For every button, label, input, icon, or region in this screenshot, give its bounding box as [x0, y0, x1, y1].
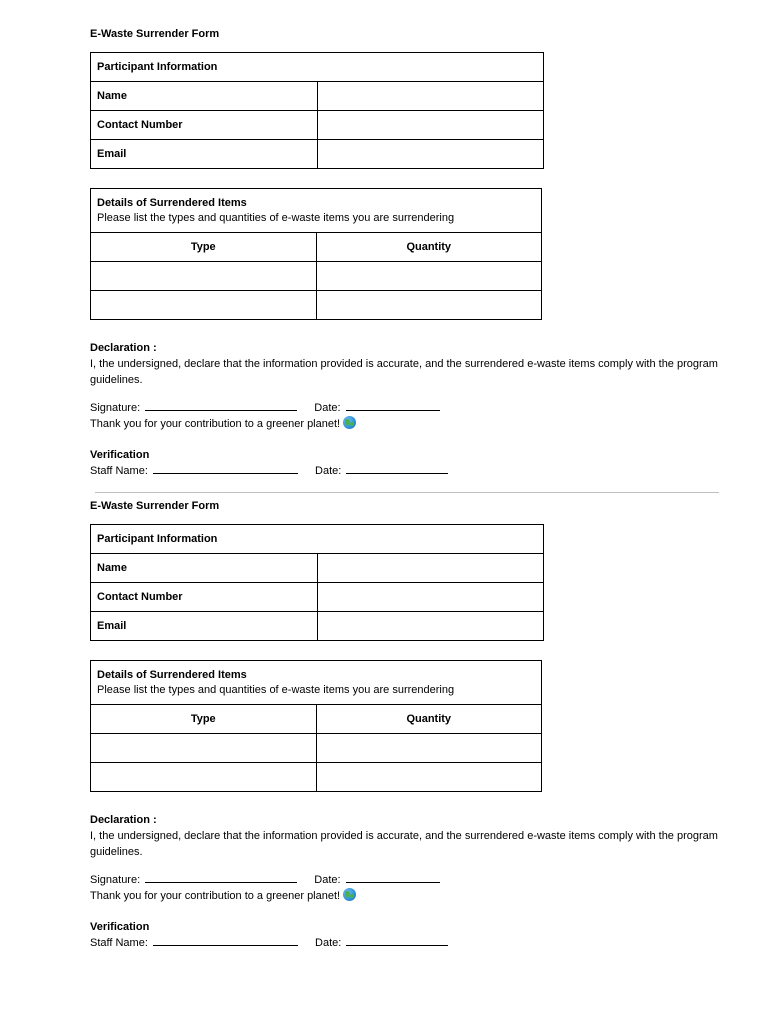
surrendered-items-title: Details of Surrendered Items — [97, 668, 247, 681]
signature-date-label: Date: — [314, 402, 341, 414]
email-label: Email — [91, 140, 318, 169]
contact-number-field[interactable] — [317, 111, 544, 140]
declaration-text: I, the undersigned, declare that the information provided is accurate, and the surrendered e-waste items comply with the program guidelines. — [90, 830, 718, 858]
quantity-cell-row-2[interactable] — [316, 291, 542, 320]
verification-section — [90, 447, 720, 479]
name-label: Name — [91, 82, 318, 111]
type-column-header: Type — [91, 233, 317, 262]
verification-date-line[interactable] — [346, 463, 448, 474]
signature-date-line[interactable] — [346, 400, 440, 411]
surrendered-items-title: Details of Surrendered Items — [97, 196, 247, 209]
signature-date-label: Date: — [314, 874, 341, 886]
verification-date-label: Date: — [315, 937, 342, 949]
quantity-column-header: Quantity — [316, 705, 542, 734]
name-label: Name — [91, 554, 318, 583]
staff-name-line[interactable] — [153, 463, 298, 474]
contact-number-field[interactable] — [317, 583, 544, 612]
contact-number-label: Contact Number — [91, 583, 318, 612]
contact-number-label: Contact Number — [91, 111, 318, 140]
surrendered-items-instructions: Please list the types and quantities of e-waste items you are surrendering — [97, 683, 455, 696]
quantity-cell-row-2[interactable] — [316, 763, 542, 792]
thanks-row — [90, 888, 720, 904]
declaration-section — [90, 812, 720, 860]
globe-icon — [343, 416, 356, 429]
signature-section — [90, 872, 720, 904]
name-field[interactable] — [317, 82, 544, 111]
type-cell-row-1[interactable] — [91, 734, 317, 763]
participant-information-header: Participant Information — [91, 53, 544, 82]
surrendered-items-intro — [91, 189, 542, 233]
type-cell-row-2[interactable] — [91, 763, 317, 792]
staff-name-label: Staff Name: — [90, 937, 148, 949]
verification-section — [90, 919, 720, 951]
participant-information-table — [90, 52, 544, 169]
verification-row — [90, 935, 720, 951]
name-field[interactable] — [317, 554, 544, 583]
surrendered-items-table — [90, 660, 542, 792]
declaration-title: Declaration : — [90, 342, 157, 354]
verification-row — [90, 463, 720, 479]
surrendered-items-intro — [91, 661, 542, 705]
page-divider — [95, 492, 719, 493]
verification-title: Verification — [90, 449, 150, 461]
staff-name-line[interactable] — [153, 935, 298, 946]
verification-date-label: Date: — [315, 465, 342, 477]
surrendered-items-instructions: Please list the types and quantities of e-waste items you are surrendering — [97, 211, 455, 224]
type-cell-row-1[interactable] — [91, 262, 317, 291]
type-cell-row-2[interactable] — [91, 291, 317, 320]
signature-label: Signature: — [90, 402, 141, 414]
quantity-cell-row-1[interactable] — [316, 262, 542, 291]
verification-date-line[interactable] — [346, 935, 448, 946]
surrendered-items-table — [90, 188, 542, 320]
email-field[interactable] — [317, 140, 544, 169]
quantity-cell-row-1[interactable] — [316, 734, 542, 763]
signature-line[interactable] — [145, 872, 297, 883]
form-title: E-Waste Surrender Form — [90, 28, 220, 40]
email-label: Email — [91, 612, 318, 641]
type-column-header: Type — [91, 705, 317, 734]
thanks-text: Thank you for your contribution to a greener planet! — [90, 418, 341, 430]
thanks-row — [90, 416, 720, 432]
email-field[interactable] — [317, 612, 544, 641]
signature-row — [90, 872, 720, 888]
globe-icon — [343, 888, 356, 901]
participant-information-header: Participant Information — [91, 525, 544, 554]
quantity-column-header: Quantity — [316, 233, 542, 262]
verification-title: Verification — [90, 921, 150, 933]
signature-section — [90, 400, 720, 432]
staff-name-label: Staff Name: — [90, 465, 148, 477]
declaration-title: Declaration : — [90, 814, 157, 826]
thanks-text: Thank you for your contribution to a greener planet! — [90, 890, 341, 902]
signature-date-line[interactable] — [346, 872, 440, 883]
declaration-section — [90, 340, 720, 388]
signature-label: Signature: — [90, 874, 141, 886]
form-title: E-Waste Surrender Form — [90, 500, 220, 512]
signature-row — [90, 400, 720, 416]
declaration-text: I, the undersigned, declare that the information provided is accurate, and the surrendered e-waste items comply with the program guidelines. — [90, 358, 718, 386]
signature-line[interactable] — [145, 400, 297, 411]
participant-information-table — [90, 524, 544, 641]
